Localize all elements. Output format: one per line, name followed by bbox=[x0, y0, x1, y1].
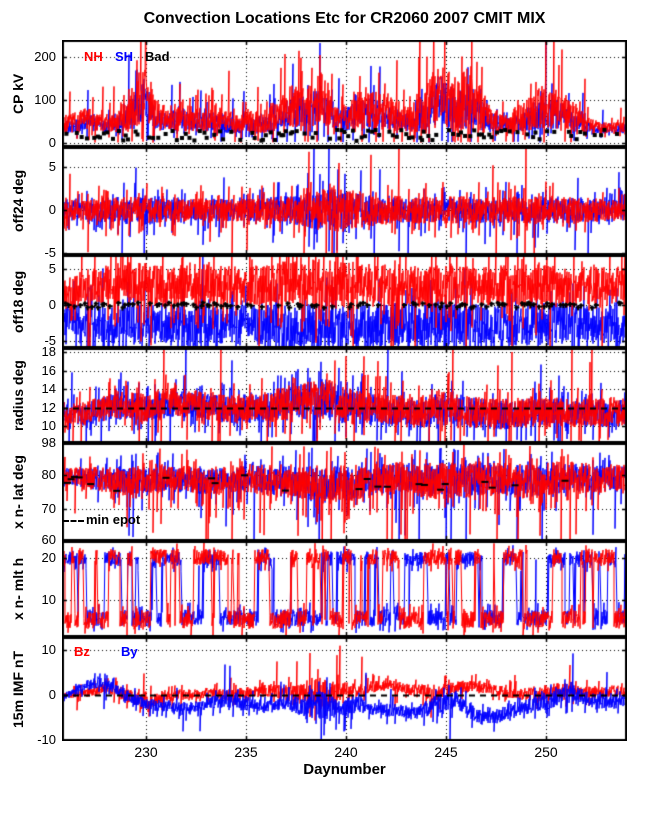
legend-min-epot: min epot bbox=[86, 512, 141, 527]
panel-imf-plot bbox=[62, 637, 627, 741]
panel-off18 bbox=[62, 255, 627, 348]
y-tick-label: 0 bbox=[48, 687, 56, 703]
y-tick-label: 18 bbox=[41, 343, 56, 359]
panel-radius-plot bbox=[62, 348, 627, 443]
y-tick-label: 100 bbox=[34, 91, 56, 107]
y-tick-label: 10 bbox=[41, 642, 56, 658]
y-tick-label: -5 bbox=[44, 245, 56, 261]
legend-sh: SH bbox=[115, 49, 134, 64]
ylabel-off18: off18 deg bbox=[10, 270, 26, 333]
y-tick-label: 12 bbox=[41, 399, 56, 415]
panel-off18-plot bbox=[62, 255, 627, 348]
legend-bz: Bz bbox=[74, 644, 90, 659]
ylabel-lat: x n- lat deg bbox=[10, 455, 26, 529]
panel-lat bbox=[62, 443, 627, 541]
y-tick-label: 14 bbox=[41, 381, 56, 397]
y-tick-label: 0 bbox=[48, 135, 56, 150]
x-tick-label: 230 bbox=[134, 744, 158, 760]
y-tick-label: 60 bbox=[41, 531, 56, 547]
x-axis-label: Daynumber bbox=[303, 761, 386, 778]
ylabel-radius: radius deg bbox=[10, 360, 26, 431]
y-tick-label: 10 bbox=[41, 418, 56, 434]
x-tick-label: 250 bbox=[534, 744, 558, 760]
y-tick-label: -10 bbox=[37, 732, 56, 748]
x-tick-label: 240 bbox=[334, 744, 358, 760]
legend-bad: Bad bbox=[145, 49, 170, 64]
min-epot-dash-sample bbox=[63, 520, 84, 522]
y-tick-label: 0 bbox=[48, 297, 56, 313]
legend-nh: NH bbox=[84, 49, 103, 64]
panel-imf bbox=[62, 637, 627, 741]
y-tick-label: 80 bbox=[41, 466, 56, 482]
panel-mlt-plot bbox=[62, 541, 627, 637]
y-tick-label: 5 bbox=[48, 260, 56, 276]
y-tick-label: -5 bbox=[44, 333, 56, 349]
y-tick-label: 5 bbox=[48, 158, 56, 174]
ylabel-mlt: x n- mlt h bbox=[10, 557, 26, 621]
y-tick-label: 20 bbox=[41, 549, 56, 565]
panel-lat-plot bbox=[62, 443, 627, 541]
panel-mlt bbox=[62, 541, 627, 637]
ylabel-off24: off24 deg bbox=[10, 169, 26, 233]
y-tick-label: 10 bbox=[41, 591, 56, 607]
legend-by: By bbox=[121, 644, 138, 659]
y-tick-label: 70 bbox=[41, 500, 56, 516]
y-tick-label: 98 bbox=[41, 435, 56, 450]
x-tick-label: 245 bbox=[434, 744, 458, 760]
y-tick-label: 0 bbox=[48, 202, 56, 218]
y-tick-label: 16 bbox=[41, 362, 56, 378]
ylabel-imf: 15m IMF nT bbox=[10, 650, 26, 728]
panel-off24 bbox=[62, 147, 627, 255]
ylabel-cp-kv: CP kV bbox=[10, 73, 26, 114]
x-tick-label: 235 bbox=[234, 744, 258, 760]
panel-off24-plot bbox=[62, 147, 627, 255]
chart-title: Convection Locations Etc for CR2060 2007 CMIT MIX bbox=[143, 10, 546, 27]
panel-radius bbox=[62, 348, 627, 443]
y-tick-label: 200 bbox=[34, 48, 56, 64]
